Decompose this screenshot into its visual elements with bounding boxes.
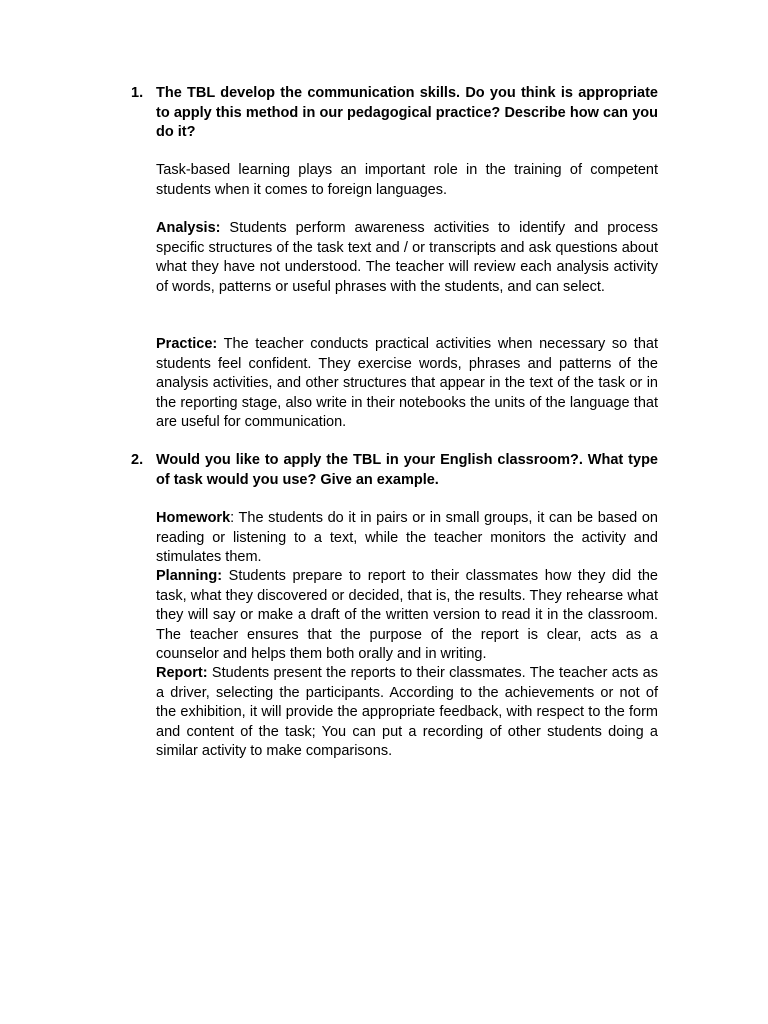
practice-label: Practice: [156,336,218,352]
homework-label: Homework [156,510,231,526]
answer-1-intro: Task-based learning plays an important role in the training of competent students when it comes to foreign languages. [156,162,658,198]
answer-1-practice [156,335,658,433]
planning-text: Students prepare to report to their classmates how they did the task, what they discovered or decided, that is, the results. They rehearse what they will say or make a draft of the written version to read it in the classroom. The teacher ensures that the purpose of the report is clear, acts as a counselor and helps them both orally and in writing. [156,568,658,662]
analysis-text: Students perform awareness activities to identify and process specific structures of the task text and / or transcripts and ask questions about what they have not understood. The teacher will review each analysis activity of words, patterns or useful phrases with the students, and can select. [156,220,658,295]
question-2-text: Would you like to apply the TBL in your English classroom?. What type of task would you use? Give an example. [156,452,658,488]
question-2 [131,451,658,490]
question-1-text: The TBL develop the communication skills. Do you think is appropriate to apply this method in our pedagogical practice? Describe how can you do it? [156,85,658,140]
answer-2-planning [156,567,658,665]
report-label: Report: [156,665,208,681]
answer-1-analysis [156,219,658,297]
question-1-number: 1. [131,85,144,101]
report-text: Students present the reports to their classmates. The teacher acts as a driver, selecting the participants. According to the achievements or not of the exhibition, it will provide the appropriate feedback, with respect to the form and content of the task; You can put a recording of other students doing a similar activity to make comparisons. [156,665,658,759]
answer-2-report [156,664,658,762]
practice-text: The teacher conducts practical activities when necessary so that students feel confident. They exercise words, phrases and patterns of the analysis activities, and other structures that appear in the text of the task or in the reporting stage, also write in their notebooks the units of the language that are useful for communication. [156,336,658,430]
analysis-label: Analysis: [156,220,221,236]
planning-label: Planning: [156,568,223,584]
question-1 [131,84,658,143]
question-2-number: 2. [131,452,144,468]
homework-text: : The students do it in pairs or in small groups, it can be based on reading or listening to a text, while the teacher monitors the activity and stimulates them. [156,510,658,565]
answer-2-homework [156,509,658,568]
